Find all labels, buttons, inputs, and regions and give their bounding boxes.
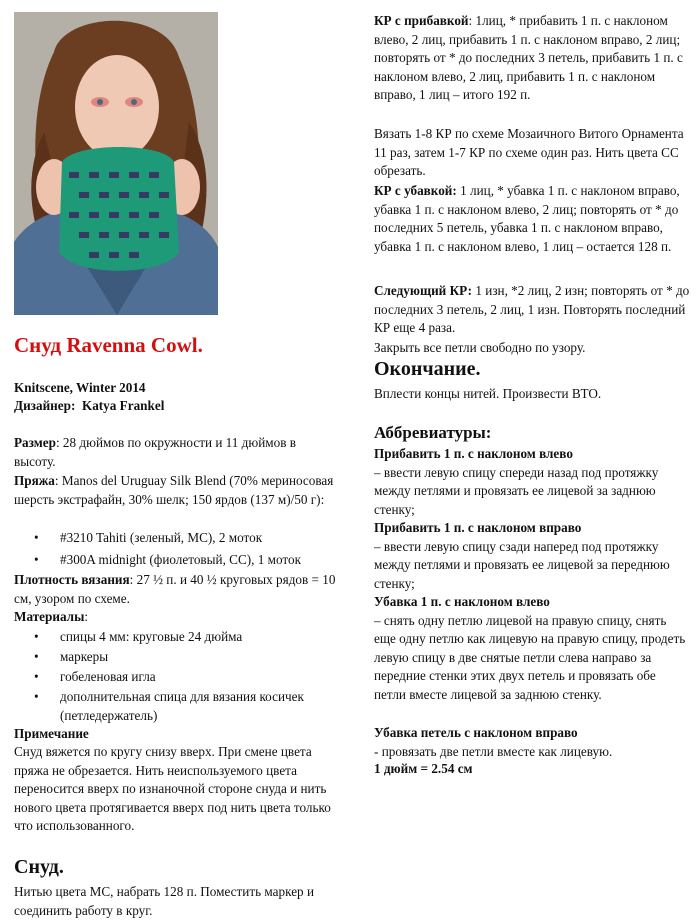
cowl-heading: Снуд. <box>14 856 64 878</box>
abbreviation-item: Прибавить 1 п. с наклоном вправо – ввести левую спицу сзади наперед под протяжку между петлями и провязать ее лицевой за переднюю стенку; <box>374 520 670 591</box>
abbreviation-item: Убавка 1 п. с наклоном влево – снять одну петлю лицевой на правую спицу, снять еще одну петлю как лицевую на правую спицу, продеть левую спицу в две снятые петли слева направо за передние стенки этих двух петель и провязать обе петли вместе лицевой за заднюю стенку. <box>374 594 686 702</box>
inch-conversion: 1 дюйм = 2.54 см <box>374 761 473 776</box>
designer-line: Дизайнер: Katya Frankel <box>14 398 165 413</box>
gauge-section: Плотность вязания: 27 ½ п. и 40 ½ круговых рядов = 10 см, узором по схеме. <box>14 572 336 606</box>
finishing-text: Вплести концы нитей. Произвести ВТО. <box>374 386 602 401</box>
yarn-section: Пряжа: Manos del Uruguay Silk Blend (70% мериносовая шерсть экстрафайн, 30% шелк; 150 ярдов (137 м)/50 г): <box>14 473 334 507</box>
increase-round: КР с прибавкой: 1лиц, * прибавить 1 п. с наклоном влево, 2 лиц, прибавить 1 п. с наклоном вправо, 2 лиц; повторять от * до последних 3 петель, прибавить 1 п. с наклоном влево, 2 лиц, прибавить 1 п. с наклоном вправо, 1 лиц – итого 192 п. <box>374 13 683 103</box>
pattern-title: Снуд Ravenna Cowl. <box>14 333 203 357</box>
note-text: Снуд вяжется по кругу снизу вверх. При смене цвета пряжа не обрезается. Нить неиспользуемого цвета переносится вверх по изнаночной стороне снуда и нить нового цвета протягивается вверх под нить цвета только что использованного. <box>14 744 331 834</box>
cowl-cast-on: Нитью цвета МС, набрать 128 п. Поместить маркер и соединить работу в круг. <box>14 884 315 918</box>
abbreviation-item: Убавка петель с наклоном вправо - провязать две петли вместе как лицевую. <box>374 725 613 759</box>
model-illustration <box>14 12 218 315</box>
bind-off: Закрыть все петли свободно по узору. <box>374 340 586 355</box>
finishing-heading: Окончание. <box>374 358 481 380</box>
abbreviation-item: Прибавить 1 п. с наклоном влево – ввести левую спицу спереди назад под протяжку между петлями и провязать ее лицевой за заднюю стенку; <box>374 446 659 517</box>
source-line: Knitscene, Winter 2014 <box>14 380 146 395</box>
cowl-photo <box>14 12 218 315</box>
next-round: Следующий КР: 1 изн, *2 лиц, 2 изн; повторять от * до последних 3 петель, 2 лиц, 1 изн. Повторять последний КР еще 4 раза. <box>374 283 690 336</box>
size-section: Размер: 28 дюймов по окружности и 11 дюймов в высоту. <box>14 435 296 469</box>
materials-heading: Материалы: <box>14 609 89 624</box>
decrease-round: КР с убавкой: 1 лиц, * убавка 1 п. с наклоном вправо, убавка 1 п. с наклоном влево, 2 лиц; повторять от * до последних 5 петель, убавка 1 п. с наклоном вправо, убавка 1 п. с наклоном влево, 1 лиц – остается 128 п. <box>374 183 680 254</box>
chart-instructions: Вязать 1-8 КР по схеме Мозаичного Витого Орнамента 11 раз, затем 1-7 КР по схеме один раз. Нить цвета СС обрезать. <box>374 126 684 179</box>
abbreviations-heading: Аббревиатуры: <box>374 423 492 442</box>
note-heading: Примечание <box>14 726 89 741</box>
